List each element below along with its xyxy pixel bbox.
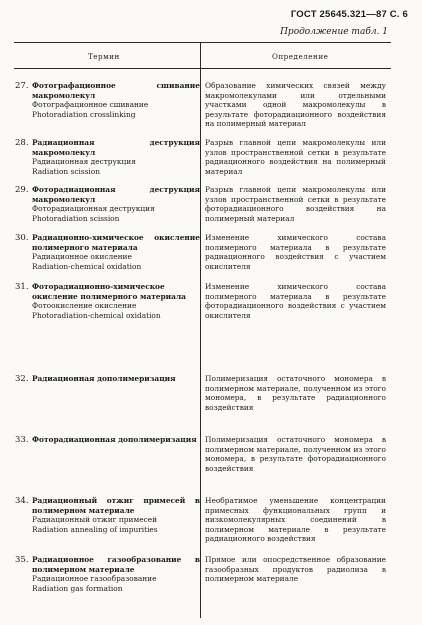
term-ru: Радиационно-химическое окисление полимерного материала (32, 233, 200, 252)
entry-number: 33. (15, 435, 29, 445)
entry-number: 30. (15, 233, 29, 243)
term-synonym: Радиационный отжиг примесей (32, 515, 158, 525)
term-ru: Радиационная деструкция макромолекул (32, 138, 200, 157)
definition-text: Полимеризация остаточного мономера в полимерном материале, полученном из этого мономера, в результате радиационного воздействия (205, 374, 386, 412)
definition-text: Разрыв главной цепи макромолекулы или узлов пространственной сетки в результате фоторадиационного воздействия на полимерный материал (205, 185, 386, 223)
definition-text: Полимеризация остаточного мономера в полимерном материале, полученном из этого мономера, в результате фоторадиационного воздействия (205, 435, 386, 473)
entry-number: 35. (15, 555, 29, 565)
term-en: Photoradiation scission (32, 213, 120, 223)
term-ru: Фотографационное сшивание макромолекул (32, 81, 200, 100)
definition-text: Образование химических связей между макромолекулами или отдельными участками одной макромолекулы в результате фоторадиационного воздействия на полимерный материал (205, 81, 386, 129)
term-ru: Радиационное газообразование в полимерном материале (32, 555, 200, 574)
term-en: Radiation annealing of impurities (32, 524, 158, 534)
term-en: Radiation scission (32, 166, 100, 176)
term-ru: Фоторадиационно-химическое окисление полимерного материала (32, 282, 186, 301)
terms-table (14, 42, 391, 618)
term-ru: Радиационная дополимеризация (32, 374, 176, 383)
entry-number: 34. (15, 496, 29, 506)
entry-number: 28. (15, 138, 29, 148)
term-synonym: Фоторадиационная деструкция (32, 204, 155, 214)
definition-text: Изменение химического состава полимерного материала в результате радиационного воздействия с участием окислителя (205, 233, 386, 271)
term-ru: Радиационный отжиг примесей в полимерном материале (32, 496, 200, 515)
column-divider (200, 42, 201, 618)
term-synonym: Радиационное окисление (32, 252, 132, 262)
table-header-rule (14, 68, 391, 69)
entry-number: 31. (15, 282, 29, 292)
term-synonym: Радиационное газообразование (32, 574, 157, 584)
term-ru: Фоторадиационная деструкция макромолекул (32, 185, 200, 204)
definition-text: Необратимое уменьшение концентрации примесных функциональных групп и низкомолекулярных соединений в полимерном материале в результате радиационного воздействия (205, 496, 386, 544)
term-ru: Фоторадиационная дополимеризация (32, 435, 197, 444)
term-en: Photoradiation crosslinking (32, 109, 136, 119)
entry-number: 32. (15, 374, 29, 384)
table-continuation-label: Продолжение табл. 1 (280, 27, 388, 37)
column-header-definition: Определение (272, 52, 329, 61)
term-synonym: Радиационная деструкция (32, 157, 136, 167)
term-synonym: Фотографационное сшивание (32, 100, 149, 110)
definition-text: Изменение химического состава полимерного материала в результате фоторадиационного воздействия с участием окислителя (205, 282, 386, 320)
entry-number: 29. (15, 185, 29, 195)
definition-text: Разрыв главной цепи макромолекулы или узлов пространственной сетки в результате радиационного воздействия на полимерный материал (205, 138, 386, 176)
term-en: Radiation-chemical oxidation (32, 261, 142, 271)
term-synonym: Фотоокисление окисление (32, 301, 137, 311)
page-header: ГОСТ 25645.321—87 С. 6 (290, 9, 408, 20)
term-en: Photoradiation-chemical oxidation (32, 310, 161, 320)
column-header-term: Термин (88, 52, 120, 61)
entry-number: 27. (15, 81, 29, 91)
table-top-rule (14, 42, 391, 43)
definition-text: Прямое или опосредственное образование газообразных продуктов радиолиза в полимерном материале (205, 555, 386, 584)
term-en: Radiation gas formation (32, 583, 123, 593)
